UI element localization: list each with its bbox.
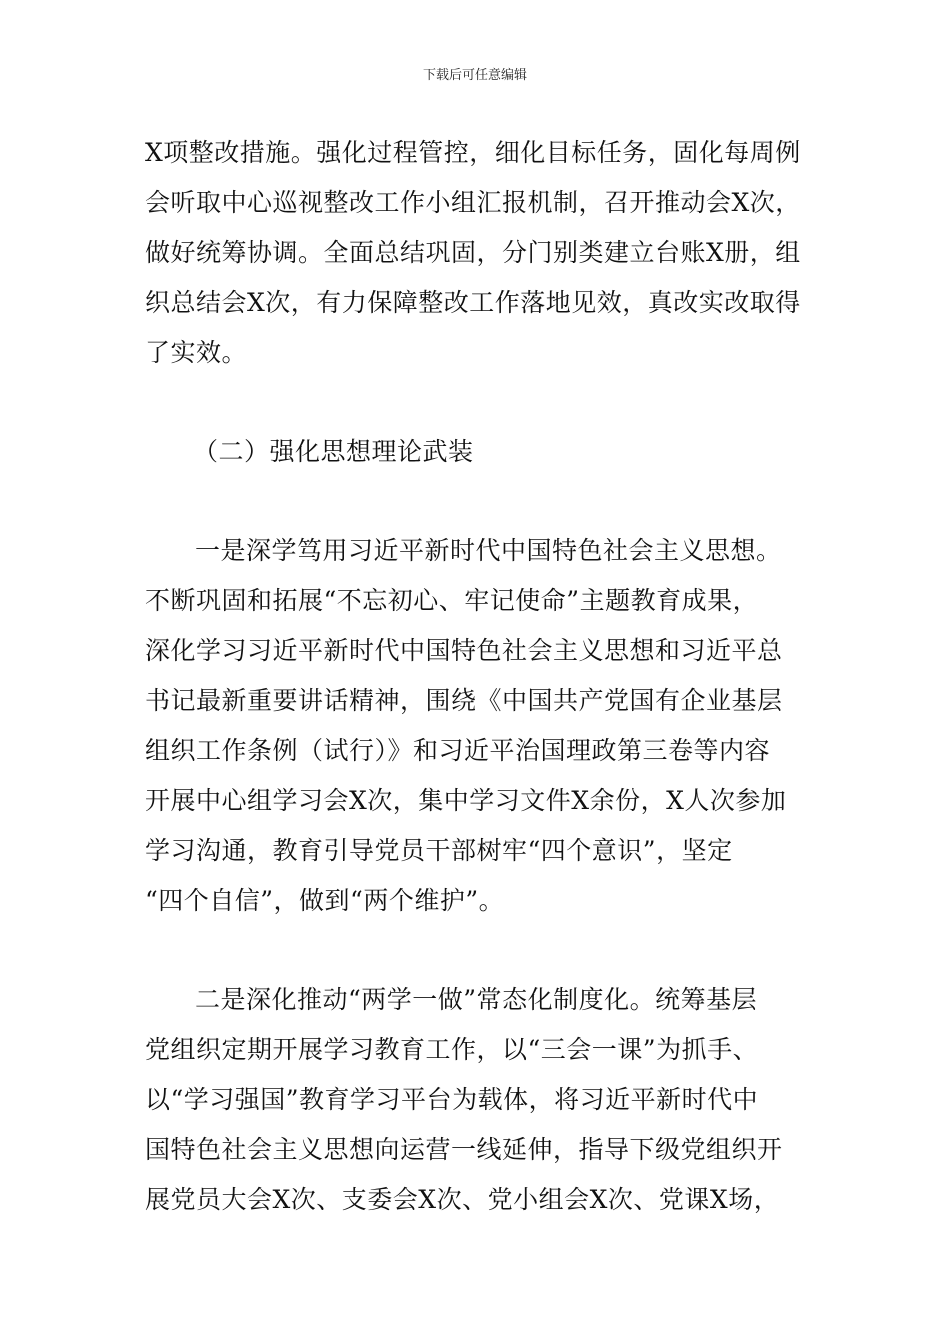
paragraph-rectification <box>145 128 810 378</box>
text-line: 了实效。 <box>145 338 248 367</box>
text-line: 二是深化推动“两学一做”常态化制度化。统筹基层 <box>195 985 758 1014</box>
text-line: X项整改措施。强化过程管控，细化目标任务，固化每周例 <box>145 138 801 167</box>
paragraph-gap <box>145 477 810 526</box>
section-heading: （二）强化思想理论武装 <box>193 437 474 466</box>
paragraph-two-studies <box>145 975 810 1225</box>
paragraph-gap <box>145 926 810 975</box>
text-line: 深化学习习近平新时代中国特色社会主义思想和习近平总 <box>145 636 783 665</box>
text-line: 会听取中心巡视整改工作小组汇报机制，召开推动会X次， <box>145 188 801 217</box>
text-line: 一是深学笃用习近平新时代中国特色社会主义思想。 <box>195 536 782 565</box>
document-body <box>145 128 810 1225</box>
text-line: 学习沟通，教育引导党员干部树牢“四个意识”，坚定 <box>145 836 733 865</box>
text-line: 开展中心组学习会X次，集中学习文件X余份，X人次参加 <box>145 786 787 815</box>
text-line: 做好统筹协调。全面总结巩固，分门别类建立台账X册，组 <box>145 238 801 267</box>
text-line: “四个自信”，做到“两个维护”。 <box>145 886 505 915</box>
text-line: 组织工作条例（试行）》和习近平治国理政第三卷等内容 <box>145 736 771 765</box>
page-header: 下载后可任意编辑 <box>422 68 527 83</box>
text-line: 织总结会X次，有力保障整改工作落地见效，真改实改取得 <box>145 288 801 317</box>
text-line: 展党员大会X次、支委会X次、党小组会X次、党课X场， <box>145 1185 780 1214</box>
text-line: 党组织定期开展学习教育工作，以“三会一课”为抓手、 <box>145 1035 759 1064</box>
text-line: 国特色社会主义思想向运营一线延伸，指导下级党组织开 <box>145 1135 783 1164</box>
paragraph-theory-study <box>145 526 810 926</box>
text-line: 书记最新重要讲话精神，围绕《中国共产党国有企业基层 <box>145 686 783 715</box>
paragraph-gap <box>145 378 810 427</box>
text-line: 以“学习强国”教育学习平台为载体，将习近平新时代中 <box>145 1085 759 1114</box>
text-line: 不断巩固和拓展“不忘初心、牢记使命”主题教育成果， <box>145 586 759 615</box>
